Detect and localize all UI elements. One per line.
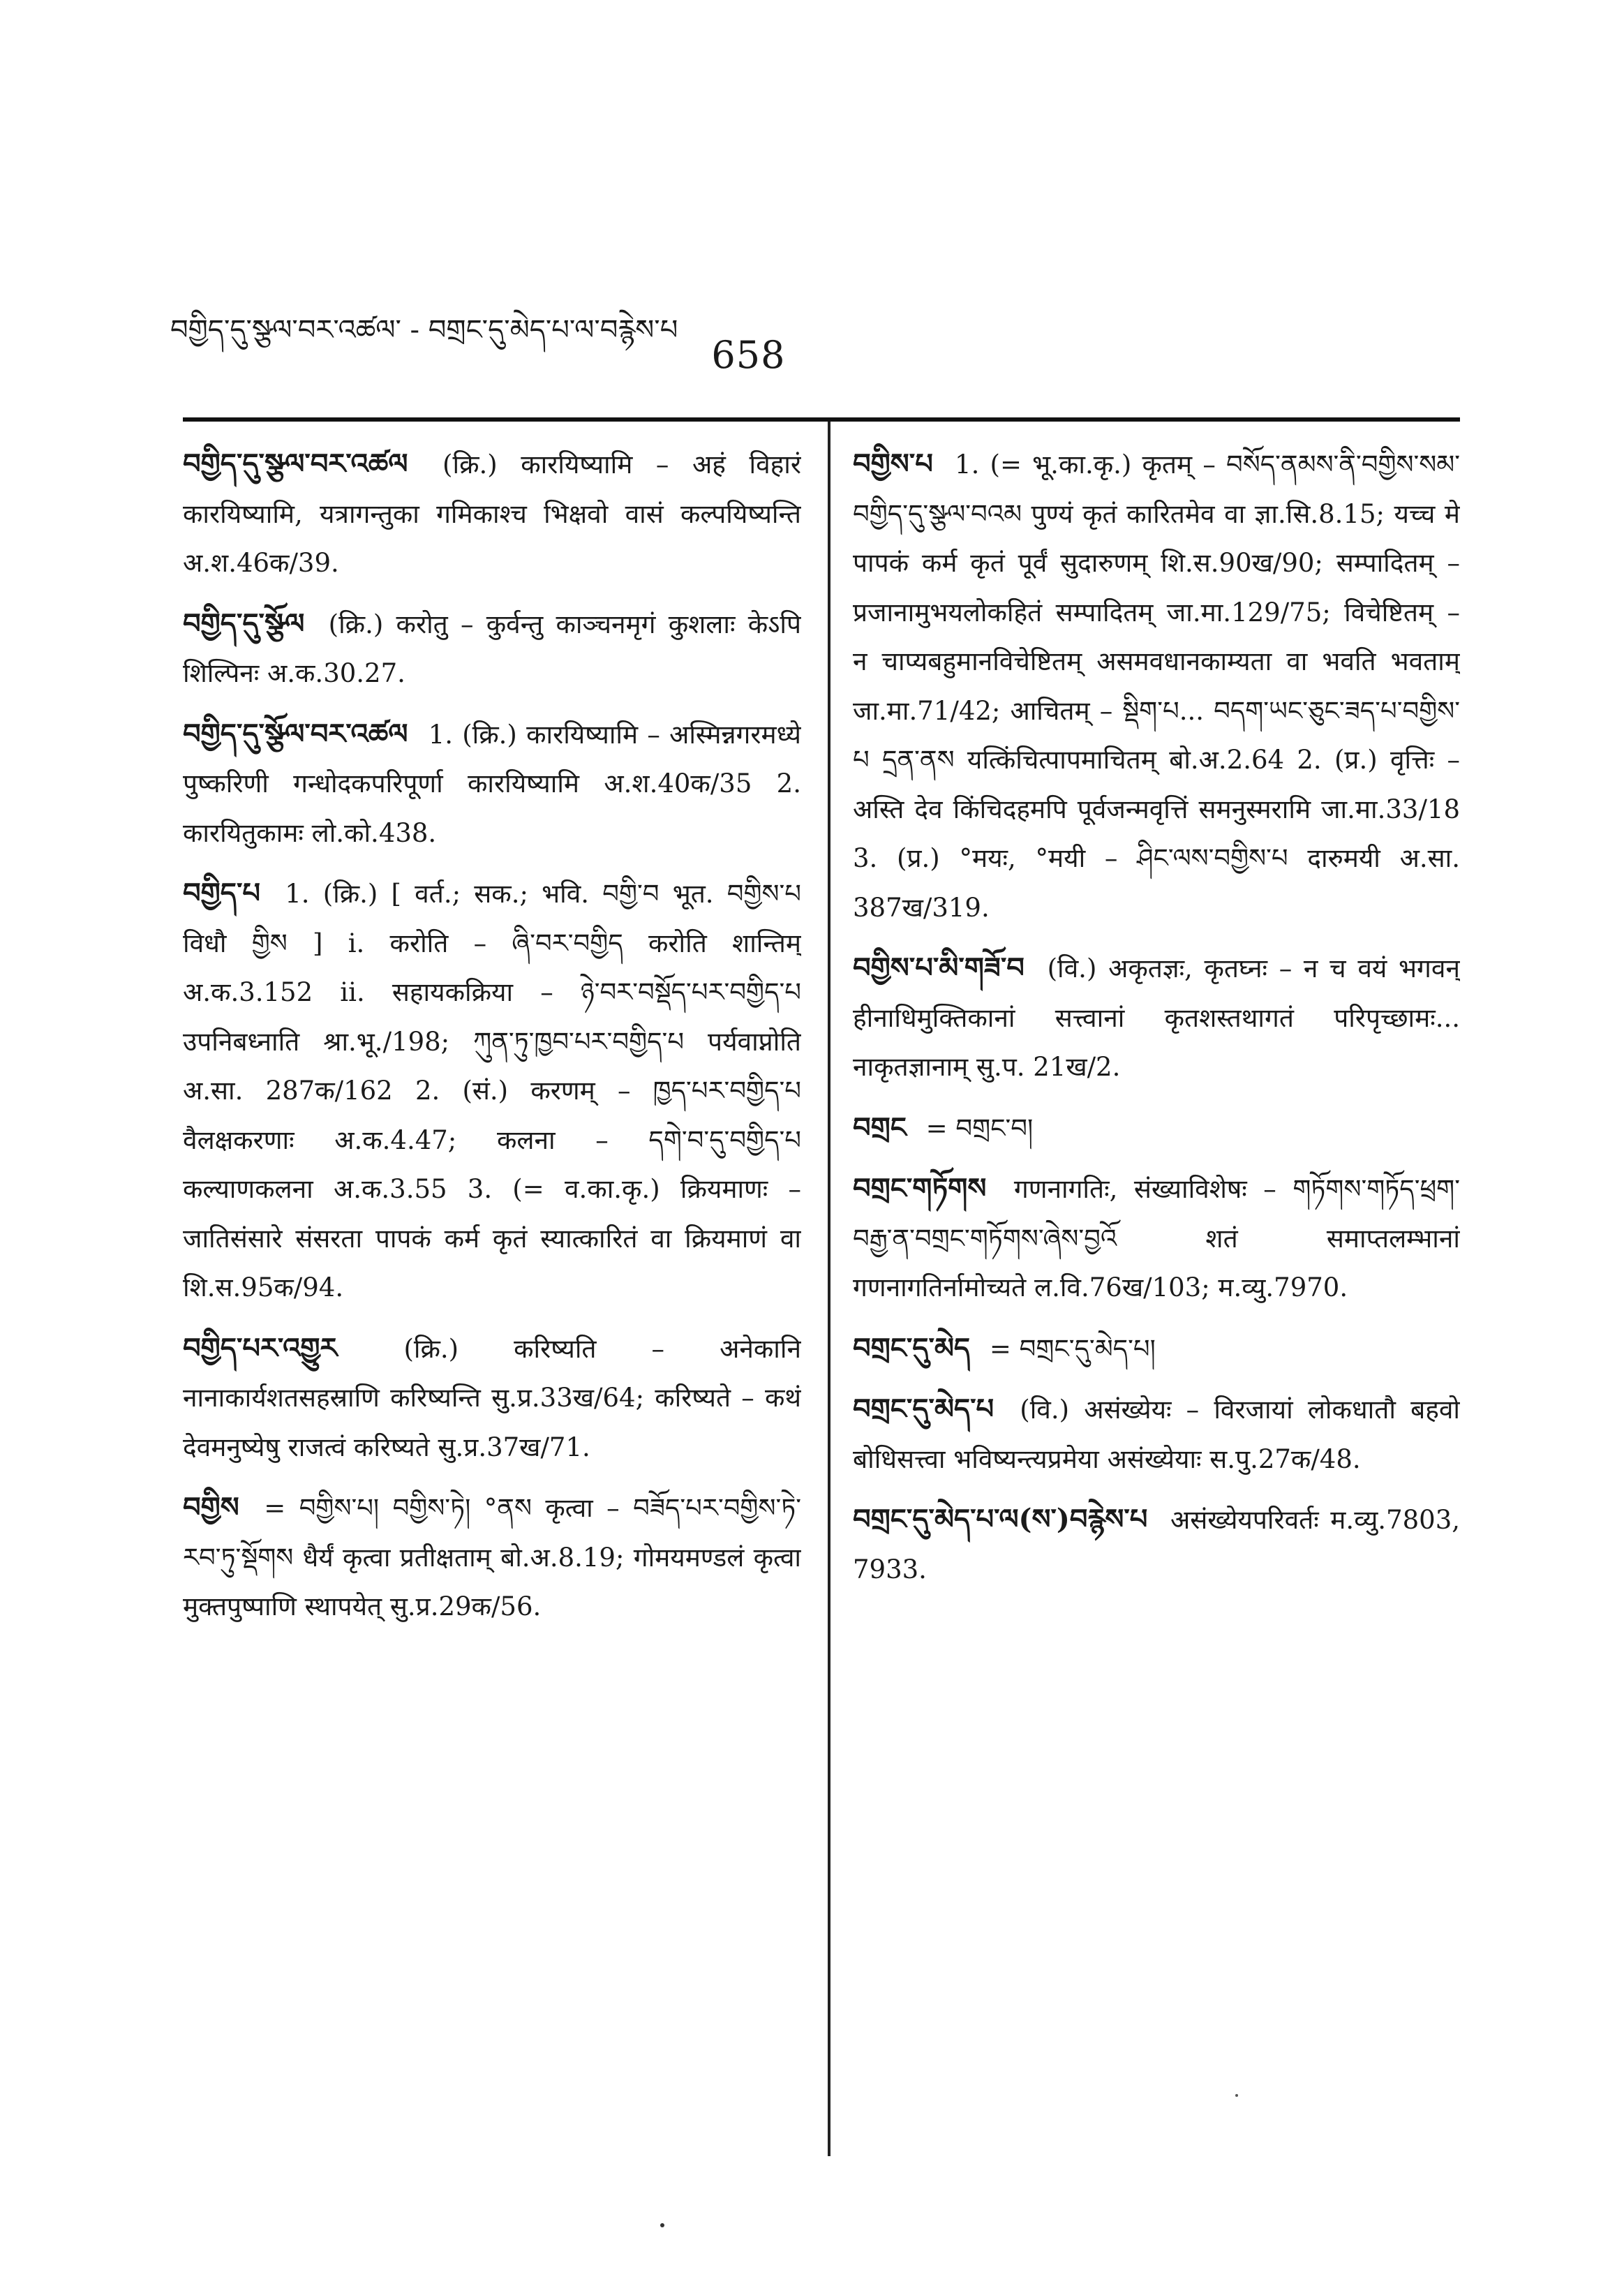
entry-definition: 1. (क्रि.) कारयिष्यामि – अस्मिन्नगरमध्ये पुष्करिणी गन्धोदकपरिपूर्णा कारयिष्यामि अ.श.40क/35 2. कारयितुकामः लो.को.438. <box>183 719 801 848</box>
column-divider <box>828 422 830 2156</box>
running-head <box>170 314 868 377</box>
dictionary-entry <box>183 600 801 699</box>
entry-definition: असंख्येयपरिवर्तः म.व्यु.7803, 7933. <box>853 1505 1460 1584</box>
left-column <box>183 440 801 2157</box>
entry-headword: བགྱིད་དུ་སྩལ་བར་འཚལ <box>183 447 408 480</box>
entry-headword: བགྱིས <box>183 1491 239 1524</box>
dictionary-entry <box>853 944 1460 1092</box>
entry-definition: (वि.) अकृतज्ञः, कृतघ्नः – न च वयं भगवन् हीनाधिमुक्तिकानां सत्त्वानां कृतशस्तथागतं परिपृच्छामः... नाकृतज्ञानाम् सु.प. 21ख/2. <box>853 953 1460 1082</box>
page-number: 658 <box>711 333 786 377</box>
entry-headword: བགྱིད་པར་འགྱུར <box>183 1331 338 1365</box>
entry-definition: (क्रि.) करोतु – कुर्वन्तु काञ्चनमृगं कुशलाः केऽपि शिल्पिनः अ.क.30.27. <box>183 609 801 688</box>
entry-definition: = བགྱིས་པ། བགྱིས་ཏེ། °ནས कृत्वा – བཟོད་པར་བགྱིས་ཏེ་རབ་ཏུ་སྡོགས धैर्यं कृत्वा प्रतीक्षताम् बो.अ.8.19; गोमयमण्डलं कृत्वा मुक्तपुष्पाणि स्थापयेत् सु.प्र.29क/56. <box>183 1493 801 1621</box>
scan-speck <box>1235 2094 1238 2097</box>
entry-headword: བགྲང་གཏོགས <box>853 1172 987 1205</box>
dictionary-entry <box>183 440 801 588</box>
entry-headword: བགྲང་དུ་མེད་པ་ལ(ས་)བརྙེས་པ <box>853 1503 1148 1536</box>
entry-headword: བགྱིད་དུ་སྩོལ <box>183 607 305 640</box>
header-rule <box>183 417 1460 422</box>
dictionary-entry <box>183 869 801 1313</box>
entry-definition: (वि.) असंख्येयः – विरजायां लोकधातौ बहवो बोधिसत्त्वा भविष्यन्त्यप्रमेया असंख्येयाः स.पु.27क/48. <box>853 1395 1460 1474</box>
entry-definition: (क्रि.) कारयिष्यामि – अहं विहारं कारयिष्यामि, यत्रागन्तुका गमिकाश्च भिक्षवो वासं कल्पयिष्यन्ति अ.श.46क/39. <box>183 450 801 578</box>
dictionary-entry <box>853 1495 1460 1594</box>
entry-definition: गणनागतिः, संख्याविशेषः – གཏོགས་གཏོད་ཕྲག་བརྒྱ་ན་བགྲང་གཏོགས་ཞེས་བྱའོ शतं समाप्तलम्भानां गणनागतिर्नामोच्यते ल.वि.76ख/103; म.व्यु.7970. <box>853 1174 1460 1302</box>
entry-definition: = བགྲང་བ། <box>925 1113 1034 1143</box>
right-column <box>853 440 1460 2157</box>
entry-headword: བགྲང་དུ་མེད <box>853 1331 971 1365</box>
entry-definition: (क्रि.) करिष्यति – अनेकानि नानाकार्यशतसहस्राणि करिष्यन्ति सु.प्र.33ख/64; करिष्यते – कथं देवमनुष्येषु राजत्वं करिष्यते सु.प्र.37ख/71. <box>183 1333 801 1462</box>
entry-definition: 1. (= भू.का.कृ.) कृतम् – བསོད་ནམས་ནི་བགྱིས་སམ་བགྱིད་དུ་སྩལ་བའམ पुण्यं कृतं कारितमेव वा ज्ञा.सि.8.15; यच्च मे पापकं कर्म कृतं पूर्वं सुदारुणम् शि.स.90ख/90; सम्पादितम् – प्रजानामुभयलोकहितं सम्पादितम् जा.मा.129/75; विचेष्टितम् – न चाप्यबहुमानविचेष्टितम् असमवधानकाम्यता वा भवति भवताम् जा.मा.71/42; आचितम् – སྡིག་པ... བདག་ཡང་ཅུང་ཟད་པ་བགྱིས་པ དྲན་ནས यत्किंचित्पापमाचितम् बो.अ.2.64 2. (प्र.) वृत्तिः – अस्ति देव किंचिदहमपि पूर्वजन्मवृत्तिं समनुस्मरामि जा.मा.33/18 3. (प्र.) °मयः, °मयी – ཤིང་ལས་བགྱིས་པ दारुमयी अ.सा. 387ख/319. <box>853 450 1460 923</box>
dictionary-entry <box>183 1483 801 1632</box>
entry-headword: བགྱིད་པ <box>183 877 260 910</box>
entry-definition: 1. (क्रि.) [ वर्त.; सक.; भवि. བགྱི་བ भूत. བགྱིས་པ विधौ གྱིས ] i. करोति – ཞི་བར་བགྱིད करोति शान्तिम् अ.क.3.152 ii. सहायकक्रिया – ཉེ་བར་བསྡོད་པར་བགྱིད་པ उपनिबध्नाति श्रा.भू./198; ཀུན་ཏུ་ཁྱབ་པར་བགྱིད་པ पर्यवाप्नोति अ.सा. 287क/162 2. (सं.) करणम् – ཁྱད་པར་བགྱིད་པ वैलक्षकरणाः अ.क.4.47; कलना – དགེ་བ་དུ་བགྱིད་པ कल्याणकलना अ.क.3.55 3. (= व.का.कृ.) क्रियमाणः – जातिसंसारे संसरता पापकं कर्म कृतं स्यात्कारितं वा क्रियमाणं वा शि.स.95क/94. <box>183 879 801 1302</box>
entry-headword: བགྱིས་པ <box>853 447 933 480</box>
dictionary-entry <box>853 440 1460 933</box>
dictionary-entry <box>183 710 801 859</box>
dictionary-entry <box>853 1324 1460 1374</box>
entry-headword: བགྲང་དུ་མེད་པ <box>853 1393 994 1425</box>
running-head-range: བགྱིད་དུ་སྩལ་བར་འཚལ་ - བགྲང་དུ་མེད་པ་ལ་བརྙེས་པ <box>170 314 678 346</box>
dictionary-entry <box>853 1164 1460 1313</box>
dictionary-entry <box>853 1104 1460 1154</box>
entry-headword: བགྲང <box>853 1111 907 1144</box>
entry-definition: = བགྲང་དུ་མེད་པ། <box>989 1333 1156 1364</box>
entry-headword: བགྱིས་པ་མི་གཟོ་བ <box>853 951 1025 984</box>
scan-speck <box>660 2223 664 2227</box>
dictionary-entry <box>853 1385 1460 1484</box>
entry-headword: བགྱིད་དུ་སྩོལ་བར་འཚལ <box>183 717 408 750</box>
dictionary-entry <box>183 1324 801 1473</box>
